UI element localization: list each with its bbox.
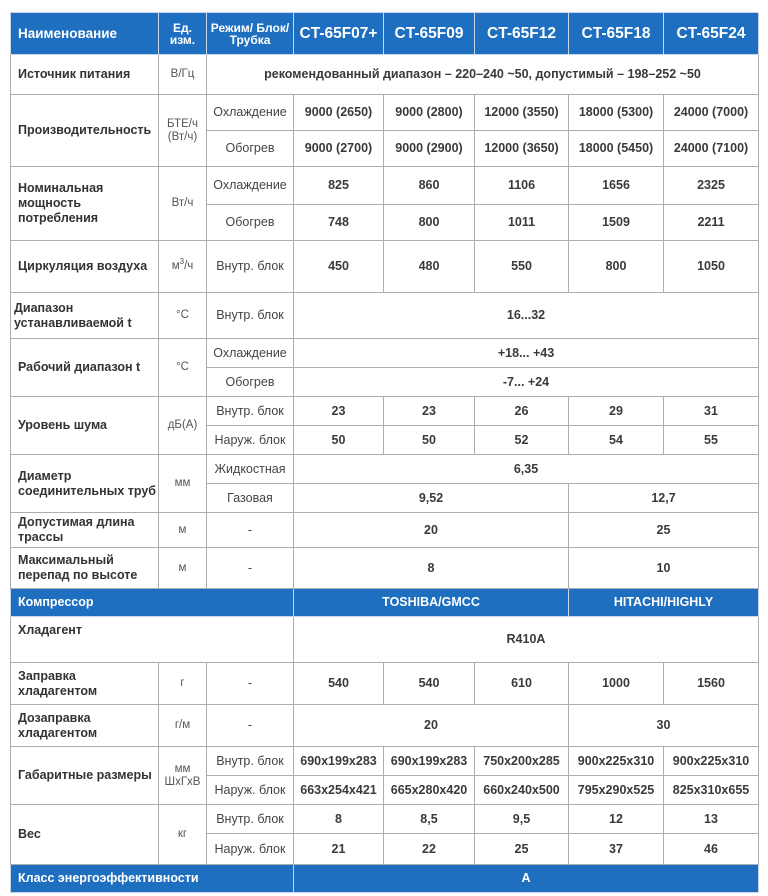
header-row xyxy=(11,13,759,55)
capacity-cool-row xyxy=(11,95,759,131)
airflow-2: 480 xyxy=(384,241,475,293)
dimensions-in-row xyxy=(11,747,759,776)
consumption-cool-4: 1656 xyxy=(569,167,664,205)
consumption-heat-label: Обогрев xyxy=(207,205,294,241)
consumption-cool-2: 860 xyxy=(384,167,475,205)
pipe-dia-liquid-row xyxy=(11,455,759,484)
pipe-len-b: 25 xyxy=(569,513,759,548)
dimensions-out-label: Наруж. блок xyxy=(207,776,294,805)
noise-in-label: Внутр. блок xyxy=(207,397,294,426)
header-name: Наименование xyxy=(11,13,159,55)
noise-in-3: 26 xyxy=(475,397,569,426)
power-unit: В/Гц xyxy=(159,55,207,95)
set-range-value: 16...32 xyxy=(294,293,759,339)
dimensions-out-4: 795x290x525 xyxy=(569,776,664,805)
noise-out-3: 52 xyxy=(475,426,569,455)
power-label: Источник питания xyxy=(11,55,159,95)
height-label: Максимальный перепад по высоте xyxy=(11,548,159,589)
height-b: 10 xyxy=(569,548,759,589)
noise-label: Уровень шума xyxy=(11,397,159,455)
capacity-heat-4: 18000 (5450) xyxy=(569,131,664,167)
airflow-unit-tail: /ч xyxy=(184,260,194,272)
airflow-unit-base: м xyxy=(171,260,180,272)
weight-label: Вес xyxy=(11,805,159,865)
charge-row xyxy=(11,663,759,705)
pipe-dia-liquid-label: Жидкостная xyxy=(207,455,294,484)
dimensions-out-5: 825x310x655 xyxy=(664,776,759,805)
pipe-dia-gas-label: Газовая xyxy=(207,484,294,513)
recharge-row xyxy=(11,705,759,747)
dimensions-in-2: 690x199x283 xyxy=(384,747,475,776)
capacity-cool-5: 24000 (7000) xyxy=(664,95,759,131)
dimensions-in-1: 690x199x283 xyxy=(294,747,384,776)
weight-unit: кг xyxy=(159,805,207,865)
recharge-mode: - xyxy=(207,705,294,747)
dimensions-in-3: 750x200x285 xyxy=(475,747,569,776)
consumption-cool-3: 1106 xyxy=(475,167,569,205)
compressor-row xyxy=(11,589,759,617)
airflow-5: 1050 xyxy=(664,241,759,293)
weight-in-3: 9,5 xyxy=(475,805,569,834)
recharge-a: 20 xyxy=(294,705,569,747)
noise-out-4: 54 xyxy=(569,426,664,455)
pipe-len-unit: м xyxy=(159,513,207,548)
consumption-heat-2: 800 xyxy=(384,205,475,241)
weight-out-1: 21 xyxy=(294,834,384,865)
height-unit: м xyxy=(159,548,207,589)
airflow-mode: Внутр. блок xyxy=(207,241,294,293)
noise-in-4: 29 xyxy=(569,397,664,426)
set-range-mode: Внутр. блок xyxy=(207,293,294,339)
capacity-heat-5: 24000 (7100) xyxy=(664,131,759,167)
weight-out-5: 46 xyxy=(664,834,759,865)
noise-in-row xyxy=(11,397,759,426)
capacity-heat-2: 9000 (2900) xyxy=(384,131,475,167)
refrigerant-value: R410A xyxy=(294,617,759,663)
height-row xyxy=(11,548,759,589)
specs-table xyxy=(10,12,759,893)
work-range-cool-row xyxy=(11,339,759,368)
capacity-heat-3: 12000 (3650) xyxy=(475,131,569,167)
consumption-heat-1: 748 xyxy=(294,205,384,241)
airflow-unit xyxy=(159,241,207,293)
consumption-cool-label: Охлаждение xyxy=(207,167,294,205)
charge-label: Заправка хладагентом xyxy=(11,663,159,705)
pipe-len-row xyxy=(11,513,759,548)
consumption-heat-3: 1011 xyxy=(475,205,569,241)
header-model-4: CT-65F18 xyxy=(569,13,664,55)
airflow-row xyxy=(11,241,759,293)
work-range-cool-label: Охлаждение xyxy=(207,339,294,368)
capacity-cool-4: 18000 (5300) xyxy=(569,95,664,131)
airflow-3: 550 xyxy=(475,241,569,293)
capacity-cool-1: 9000 (2650) xyxy=(294,95,384,131)
recharge-b: 30 xyxy=(569,705,759,747)
pipe-len-a: 20 xyxy=(294,513,569,548)
header-model-5: CT-65F24 xyxy=(664,13,759,55)
noise-out-1: 50 xyxy=(294,426,384,455)
pipe-dia-gas-a: 9,52 xyxy=(294,484,569,513)
pipe-dia-liquid: 6,35 xyxy=(294,455,759,484)
capacity-heat-1: 9000 (2700) xyxy=(294,131,384,167)
airflow-label: Циркуляция воздуха xyxy=(11,241,159,293)
pipe-dia-unit: мм xyxy=(159,455,207,513)
capacity-cool-3: 12000 (3550) xyxy=(475,95,569,131)
header-model-2: CT-65F09 xyxy=(384,13,475,55)
consumption-cool-5: 2325 xyxy=(664,167,759,205)
header-mode: Режим/ Блок/ Трубка xyxy=(207,13,294,55)
dimensions-out-2: 665x280x420 xyxy=(384,776,475,805)
header-model-1: CT-65F07+ xyxy=(294,13,384,55)
noise-out-label: Наруж. блок xyxy=(207,426,294,455)
weight-out-3: 25 xyxy=(475,834,569,865)
weight-in-label: Внутр. блок xyxy=(207,805,294,834)
dimensions-out-1: 663x254x421 xyxy=(294,776,384,805)
capacity-heat-label: Обогрев xyxy=(207,131,294,167)
dimensions-in-5: 900x225x310 xyxy=(664,747,759,776)
compressor-b: HITACHI/HIGHLY xyxy=(569,589,759,617)
noise-in-5: 31 xyxy=(664,397,759,426)
consumption-label: Номинальная мощность потребления xyxy=(11,167,159,241)
noise-in-1: 23 xyxy=(294,397,384,426)
pipe-len-label: Допустимая длина трассы xyxy=(11,513,159,548)
charge-mode: - xyxy=(207,663,294,705)
energy-row xyxy=(11,865,759,893)
noise-out-2: 50 xyxy=(384,426,475,455)
dimensions-unit: мм ШхГхВ xyxy=(159,747,207,805)
charge-4: 1000 xyxy=(569,663,664,705)
charge-5: 1560 xyxy=(664,663,759,705)
set-range-unit: °С xyxy=(159,293,207,339)
power-row xyxy=(11,55,759,95)
weight-in-row xyxy=(11,805,759,834)
recharge-label: Дозаправка хладагентом xyxy=(11,705,159,747)
header-model-3: CT-65F12 xyxy=(475,13,569,55)
capacity-label: Производительность xyxy=(11,95,159,167)
charge-1: 540 xyxy=(294,663,384,705)
consumption-cool-1: 825 xyxy=(294,167,384,205)
work-range-heat-label: Обогрев xyxy=(207,368,294,397)
height-a: 8 xyxy=(294,548,569,589)
power-value: рекомендованный диапазон – 220–240 ~50, допустимый – 198–252 ~50 xyxy=(207,55,759,95)
weight-in-5: 13 xyxy=(664,805,759,834)
weight-out-2: 22 xyxy=(384,834,475,865)
charge-2: 540 xyxy=(384,663,475,705)
pipe-dia-label: Диаметр соединительных труб xyxy=(11,455,159,513)
weight-out-label: Наруж. блок xyxy=(207,834,294,865)
work-range-label: Рабочий диапазон t xyxy=(11,339,159,397)
capacity-cool-2: 9000 (2800) xyxy=(384,95,475,131)
compressor-label: Компрессор xyxy=(11,589,294,617)
dimensions-out-3: 660x240x500 xyxy=(475,776,569,805)
work-range-heat: -7... +24 xyxy=(294,368,759,397)
noise-unit: дБ(А) xyxy=(159,397,207,455)
recharge-unit: г/м xyxy=(159,705,207,747)
set-range-label: Диапазон устанавливаемой t xyxy=(11,293,159,339)
weight-out-4: 37 xyxy=(569,834,664,865)
work-range-unit: °С xyxy=(159,339,207,397)
capacity-unit: БТЕ/ч (Вт/ч) xyxy=(159,95,207,167)
pipe-len-mode: - xyxy=(207,513,294,548)
consumption-heat-5: 2211 xyxy=(664,205,759,241)
refrigerant-label: Хладагент xyxy=(11,617,294,663)
consumption-heat-4: 1509 xyxy=(569,205,664,241)
charge-3: 610 xyxy=(475,663,569,705)
weight-in-1: 8 xyxy=(294,805,384,834)
compressor-a: TOSHIBA/GMCC xyxy=(294,589,569,617)
consumption-unit: Вт/ч xyxy=(159,167,207,241)
capacity-cool-label: Охлаждение xyxy=(207,95,294,131)
consumption-cool-row xyxy=(11,167,759,205)
header-unit: Ед. изм. xyxy=(159,13,207,55)
charge-unit: г xyxy=(159,663,207,705)
airflow-1: 450 xyxy=(294,241,384,293)
weight-in-2: 8,5 xyxy=(384,805,475,834)
airflow-unit-sup: 3 xyxy=(179,257,185,267)
work-range-cool: +18... +43 xyxy=(294,339,759,368)
noise-in-2: 23 xyxy=(384,397,475,426)
dimensions-label: Габаритные размеры xyxy=(11,747,159,805)
airflow-4: 800 xyxy=(569,241,664,293)
energy-value: A xyxy=(294,865,759,893)
energy-label: Класс энергоэффективности xyxy=(11,865,294,893)
refrigerant-row xyxy=(11,617,759,663)
height-mode: - xyxy=(207,548,294,589)
dimensions-in-4: 900x225x310 xyxy=(569,747,664,776)
set-range-row xyxy=(11,293,759,339)
noise-out-5: 55 xyxy=(664,426,759,455)
pipe-dia-gas-b: 12,7 xyxy=(569,484,759,513)
weight-in-4: 12 xyxy=(569,805,664,834)
dimensions-in-label: Внутр. блок xyxy=(207,747,294,776)
